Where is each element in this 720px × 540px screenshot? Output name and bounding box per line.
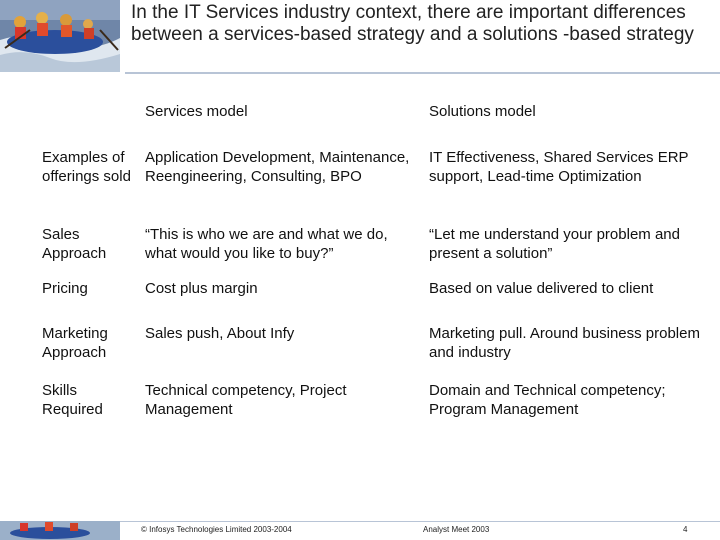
slide-title: In the IT Services industry context, there are important differences between a services-based strategy and a solutions -based strategy	[131, 2, 694, 45]
solutions-cell-sales-approach: “Let me understand your problem and present a solution”	[429, 226, 680, 262]
services-cell-skills-required: Technical competency, Project Management	[145, 382, 347, 418]
row-label-sales-approach: Sales Approach	[42, 226, 107, 262]
header-rafting-photo	[0, 0, 120, 72]
services-cell-sales-approach: “This is who we are and what we do, what would you like to buy?”	[145, 226, 388, 262]
column-header-services: Services model	[145, 103, 248, 120]
row-label-examples: Examples of offerings sold	[42, 149, 131, 185]
services-cell-marketing-approach: Sales push, About Infy	[145, 325, 295, 342]
services-cell-pricing: Cost plus margin	[145, 280, 258, 297]
page-number: 4	[683, 525, 688, 534]
solutions-cell-skills-required: Domain and Technical competency; Program Management	[429, 382, 666, 418]
footer-copyright: © Infosys Technologies Limited 2003-2004	[141, 525, 292, 534]
row-label-pricing: Pricing	[42, 280, 88, 297]
footer-rafting-photo	[0, 521, 120, 540]
solutions-cell-examples: IT Effectiveness, Shared Services ERP support, Lead-time Optimization	[429, 149, 689, 185]
solutions-cell-marketing-approach: Marketing pull. Around business problem and industry	[429, 325, 700, 361]
row-label-skills-required: Skills Required	[42, 382, 103, 418]
solutions-cell-pricing: Based on value delivered to client	[429, 280, 654, 297]
services-cell-examples: Application Development, Maintenance, Reengineering, Consulting, BPO	[145, 149, 410, 185]
column-header-solutions: Solutions model	[429, 103, 536, 120]
footer-event: Analyst Meet 2003	[423, 525, 490, 534]
title-divider	[125, 72, 720, 74]
footer-divider	[120, 521, 720, 522]
row-label-marketing-approach: Marketing Approach	[42, 325, 108, 361]
